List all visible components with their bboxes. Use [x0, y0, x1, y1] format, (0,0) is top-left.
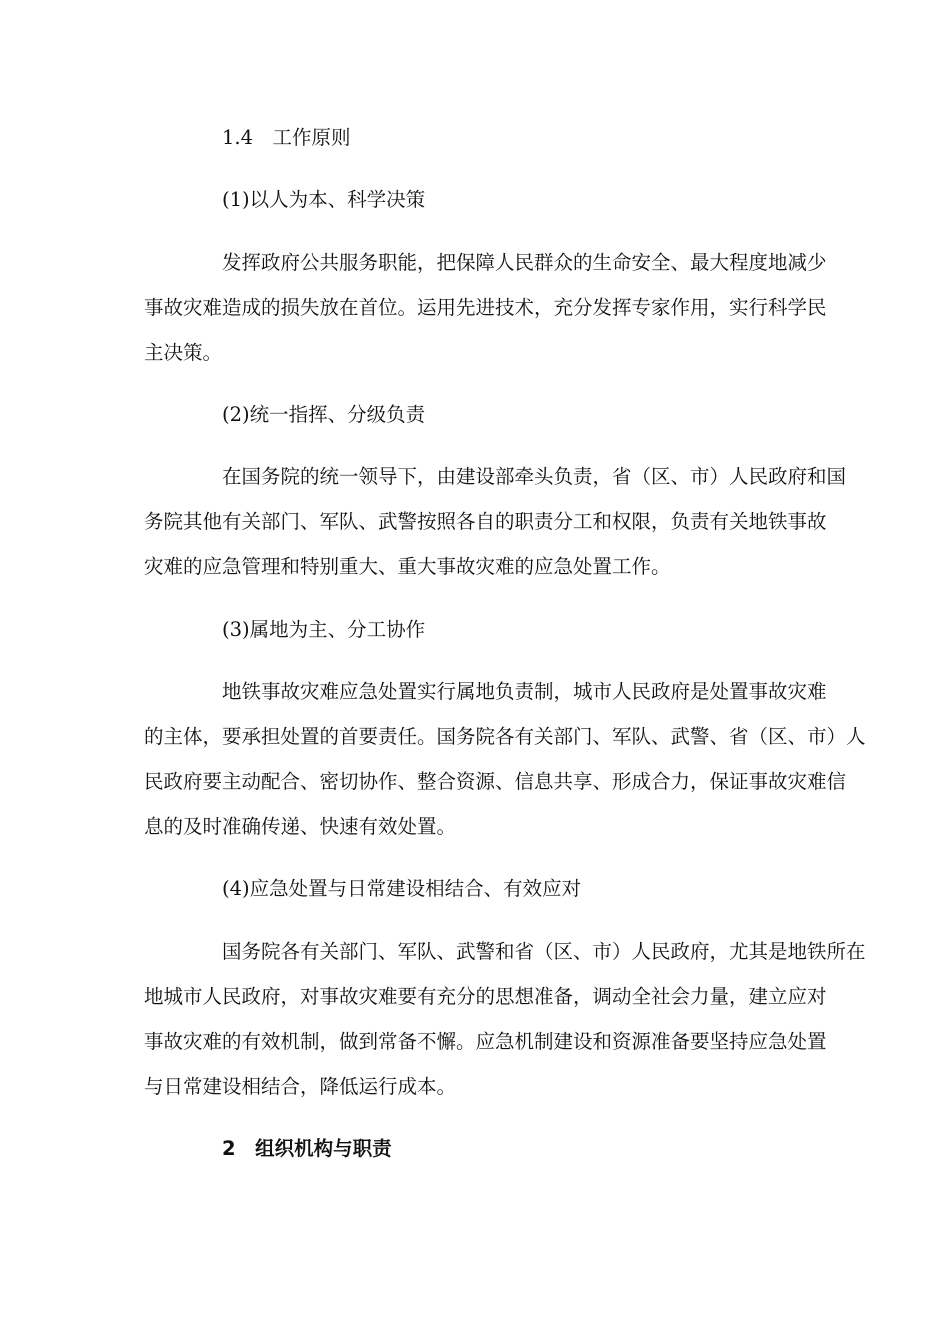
principle-2-title: (2)统一指挥、分级负责 — [222, 403, 426, 426]
paragraph-line: 与日常建设相结合，降低运行成本。 — [144, 1075, 457, 1098]
paragraph-line: 民政府要主动配合、密切协作、整合资源、信息共享、形成合力，保证事故灾难信 — [144, 770, 847, 793]
paragraph-line: 的主体，要承担处置的首要责任。国务院各有关部门、军队、武警、省（区、市）人 — [144, 725, 866, 748]
principle-1-title: (1)以人为本、科学决策 — [222, 188, 426, 211]
paragraph-line: 国务院各有关部门、军队、武警和省（区、市）人民政府，尤其是地铁所在 — [222, 940, 866, 963]
paragraph-line: 在国务院的统一领导下，由建设部牵头负责，省（区、市）人民政府和国 — [222, 465, 847, 488]
principle-4-title: (4)应急处置与日常建设相结合、有效应对 — [222, 877, 582, 900]
section-heading-1-4: 1.4 工作原则 — [222, 126, 351, 149]
paragraph-line: 事故灾难的有效机制，做到常备不懈。应急机制建设和资源准备要坚持应急处置 — [144, 1030, 827, 1053]
paragraph-line: 主决策。 — [144, 341, 223, 364]
paragraph-line: 发挥政府公共服务职能，把保障人民群众的生命安全、最大程度地减少 — [222, 251, 827, 274]
paragraph-line: 务院其他有关部门、军队、武警按照各自的职责分工和权限，负责有关地铁事故 — [144, 510, 827, 533]
paragraph-line: 地城市人民政府，对事故灾难要有充分的思想准备，调动全社会力量，建立应对 — [144, 985, 827, 1008]
paragraph-line: 灾难的应急管理和特别重大、重大事故灾难的应急处置工作。 — [144, 555, 671, 578]
paragraph-line: 地铁事故灾难应急处置实行属地负责制，城市人民政府是处置事故灾难 — [222, 680, 827, 703]
principle-3-title: (3)属地为主、分工协作 — [222, 618, 426, 641]
paragraph-line: 事故灾难造成的损失放在首位。运用先进技术，充分发挥专家作用，实行科学民 — [144, 296, 827, 319]
section-heading-2: 2 组织机构与职责 — [222, 1137, 392, 1160]
paragraph-line: 息的及时准确传递、快速有效处置。 — [144, 815, 457, 838]
